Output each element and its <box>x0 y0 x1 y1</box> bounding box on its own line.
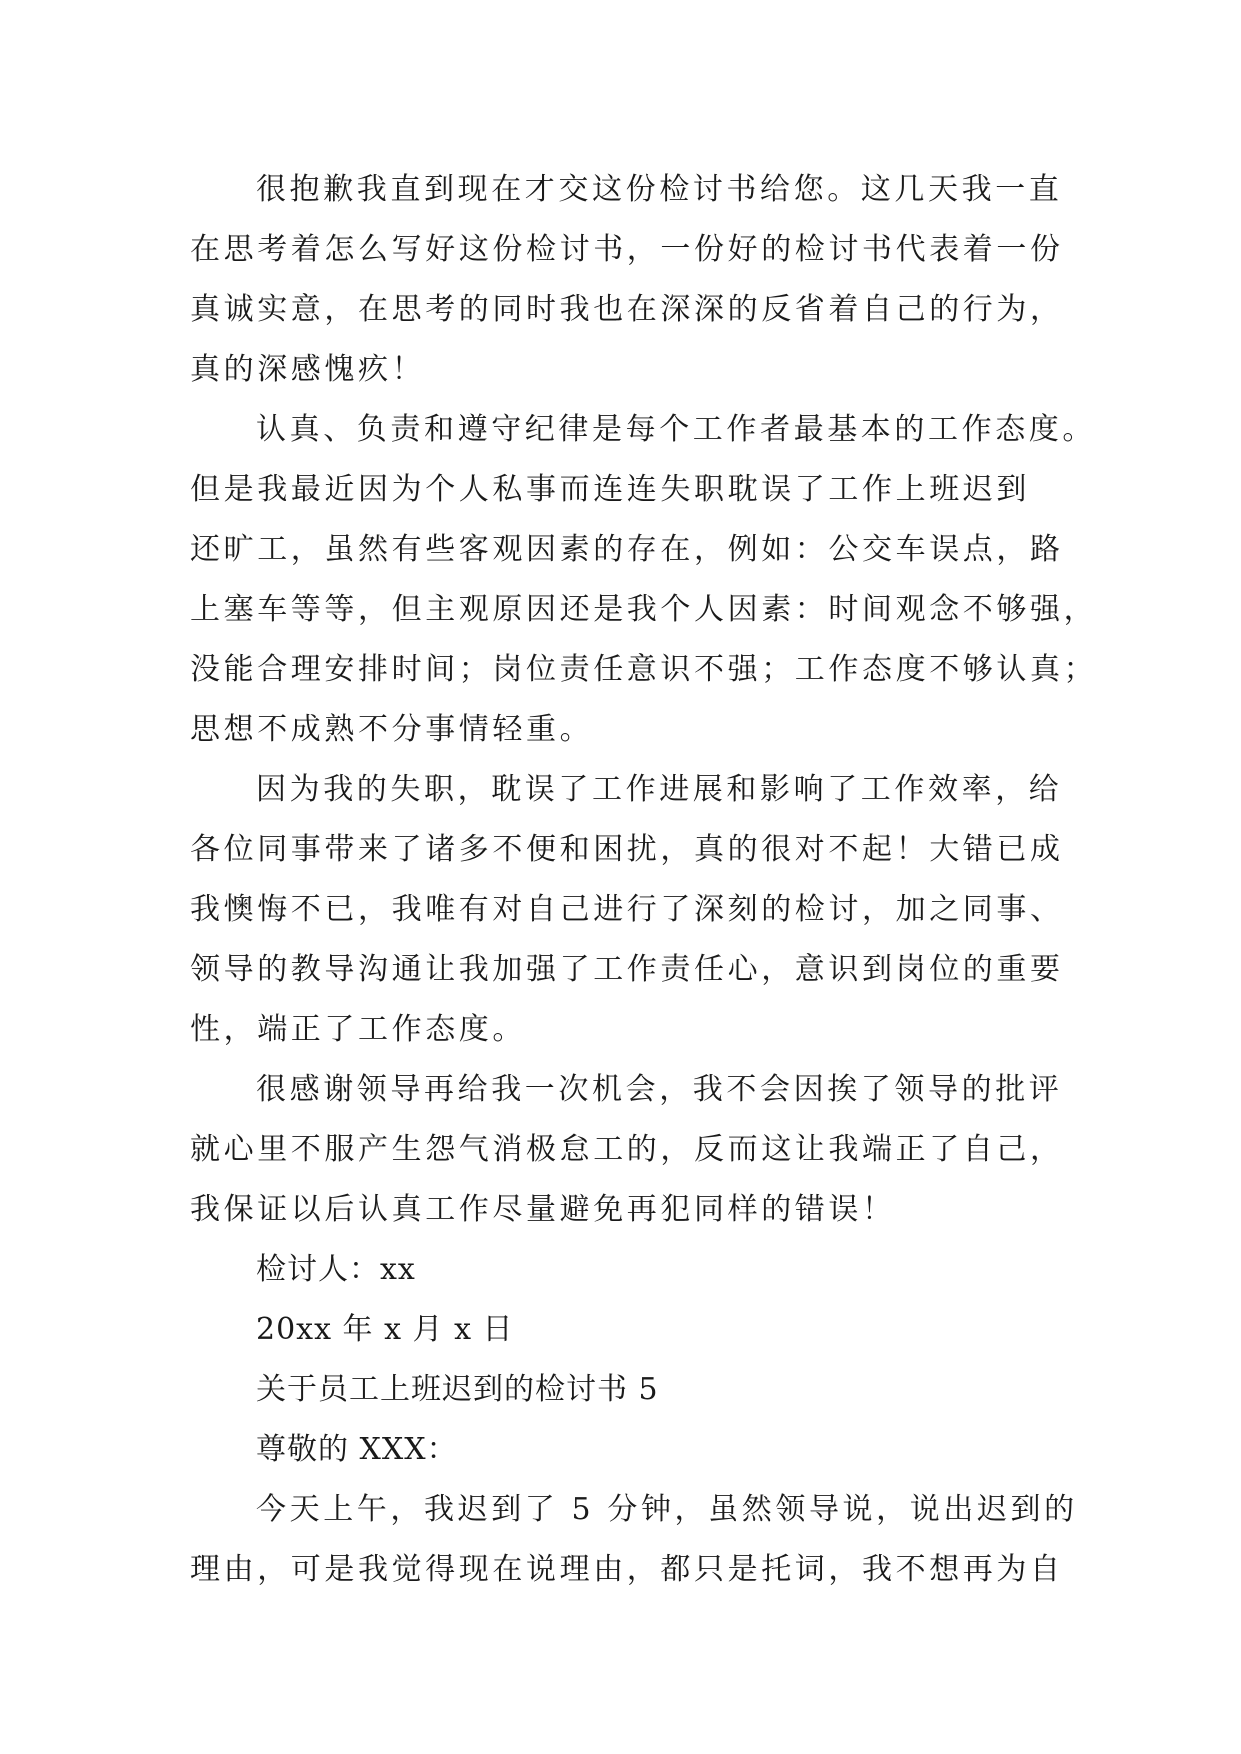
paragraph-5-line-1: 今天上午，我迟到了 5 分钟，虽然领导说，说出迟到的 <box>256 1492 1078 1527</box>
section-title: 关于员工上班迟到的检讨书 5 <box>256 1372 659 1407</box>
paragraph-2-line-4: 上塞车等等，但主观原因还是我个人因素：时间观念不够强， <box>190 592 1098 627</box>
paragraph-1-line-2: 在思考着怎么写好这份检讨书，一份好的检讨书代表着一份 <box>190 232 1064 267</box>
paragraph-2-line-2: 但是我最近因为个人私事而连连失职耽误了工作上班迟到 <box>190 472 1030 507</box>
paragraph-1-line-3: 真诚实意，在思考的同时我也在深深的反省着自己的行为， <box>190 292 1064 327</box>
paragraph-3-line-2: 各位同事带来了诸多不便和困扰，真的很对不起！大错已成 <box>190 832 1064 867</box>
paragraph-2-line-6: 思想不成熟不分事情轻重。 <box>190 712 594 747</box>
paragraph-3-line-3: 我懊悔不已，我唯有对自己进行了深刻的检讨，加之同事、 <box>190 892 1064 927</box>
paragraph-1-line-1: 很抱歉我直到现在才交这份检讨书给您。这几天我一直 <box>256 172 1063 207</box>
paragraph-3-line-5: 性，端正了工作态度。 <box>190 1012 526 1047</box>
salutation: 尊敬的 XXX： <box>256 1432 458 1467</box>
paragraph-4-line-2: 就心里不服产生怨气消极怠工的，反而这让我端正了自己， <box>190 1132 1064 1167</box>
paragraph-3-line-4: 领导的教导沟通让我加强了工作责任心，意识到岗位的重要 <box>190 952 1064 987</box>
paragraph-4-line-3: 我保证以后认真工作尽量避免再犯同样的错误！ <box>190 1192 896 1227</box>
paragraph-1-line-4: 真的深感愧疚！ <box>190 352 426 387</box>
paragraph-2-line-5: 没能合理安排时间；岗位责任意识不强；工作态度不够认真； <box>190 652 1098 687</box>
document-body <box>190 160 1098 1600</box>
paragraph-5-line-2: 理由，可是我觉得现在说理由，都只是托词，我不想再为自 <box>190 1552 1064 1587</box>
paragraph-2-line-1: 认真、负责和遵守纪律是每个工作者最基本的工作态度。 <box>256 412 1096 447</box>
date-line: 20xx 年 x 月 x 日 <box>256 1312 514 1347</box>
paragraph-4-line-1: 很感谢领导再给我一次机会，我不会因挨了领导的批评 <box>256 1072 1063 1107</box>
signature-line: 检讨人：xx <box>256 1252 416 1287</box>
paragraph-3-line-1: 因为我的失职，耽误了工作进展和影响了工作效率，给 <box>256 772 1063 807</box>
paragraph-2-line-3: 还旷工，虽然有些客观因素的存在，例如：公交车误点，路 <box>190 532 1064 567</box>
